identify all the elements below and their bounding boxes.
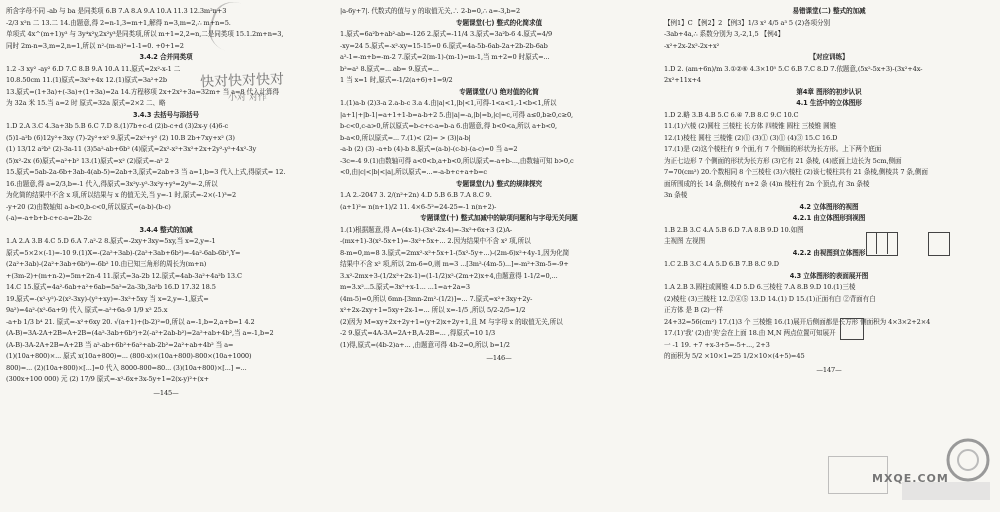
top-view-grid — [840, 318, 864, 340]
col3-line: 4.2.1 由立体图形到视图 — [792, 214, 866, 222]
left-view-figure — [928, 232, 950, 256]
front-view-figure-inner — [876, 232, 888, 254]
col2-line: (4m-5)=0,所以 6mn-[3mn-2m²-(1/2)]=... 7.原式=x²+3xy+2y- — [340, 294, 533, 303]
col3-line: 1.D 2.略 3.B 4.B 5.C 6.④ 7.B 8.C 9.C 10.C — [664, 110, 799, 119]
col2-line: 3.x²-2mx+3-(1/2x²+2x-1)=(1-1/2)x²-(2m+2)x+4,由题意得 1-1/2=0,... — [340, 271, 558, 280]
col2-line: x²+2x-2xy+1=5xy+2x-1=... 所以 x=-1/5 ,所以 5/2-2/5=1/2 — [340, 306, 526, 314]
col1-line: (A-B)=3A-2A+2B=A+2B=(4a²-3ab+6b²)+2(-a²+2ab-b²)=2a²+ab+4b²,当 a=-1,b=2 — [6, 329, 274, 337]
col1-line: —145— — [153, 388, 179, 397]
col2-line: m=3.x²...5.原式=3x²+x-1... ...1=a+2a=3 — [340, 283, 470, 291]
col2-line: <0,由|c|<|b|<|a|,所以原式=...=-a-b+c+a+b=c — [340, 168, 487, 176]
col2-line: |a-6y+7|. 代数式的值与 y 的取值无关,∴ 2-b=0,∴ a=-3,b=2 — [340, 7, 521, 15]
col3-line: 1.B 2.B 3.C 4.A 5.B 6.D 7.A 8.B 9.D 10.如图 — [664, 225, 804, 234]
col2-line: 1 当 x=1 时,原式=-1/2(a+6)+1=9/2 — [340, 76, 453, 84]
col1-line: 为 32a 米 15.当 a=2 时 原式=32a 原式=2×2 二、略 — [6, 99, 166, 107]
col1-line: 1.A 2.A 3.B 4.C 5.D 6.A 7.a²-2 8.原式=-2xy+3xy=5xy,当 x=2,y=-1 — [6, 237, 216, 245]
col2-line: 1.原式=6a²b+ab²-ab=-126 2.原式=-11/4 3.原式=3a²b-6 4.原式=4/9 — [340, 30, 553, 38]
col2-line: b-a<0,所以原式=... 7.(1)< (2)= > (3)|a-b| — [340, 133, 471, 142]
col1-line: 10.8.50cm 11.(1)原式=3x²+4x 12.(1)原式=3a²+2b — [6, 76, 167, 84]
col3-line: 3n 条棱 — [664, 191, 688, 199]
col2-line: -(mx+1)-3(x²-5x+1)=-3x²+5x+... 2.因为结果中不含 x² 项,所以 — [340, 237, 531, 245]
col3-line: -x²+2x-2x²-2x+x² — [664, 41, 720, 50]
col1-line: 13.原式=(1+3a)+(-3a)+(1+3a)=2a 14.方程移项 2x+2x²+3a=32m+ 当 a=8 代入计算得 — [6, 87, 279, 96]
col1-line: 原式=5×2×(-1)=-10 9.(1)X=-(2a²+3ab)-(2a²+3ab+6b²)=-4a²-6ab-6b²,Y= — [6, 248, 241, 257]
col3-line: 4.2 立体图形的视图 — [799, 202, 859, 211]
col1-line: -a+b 1/3 b⁴ 21. 原式=-x²+6xy 20. √(a+1)+(b-2)²=0,所以 a=-1,b=2,a+b=1 4.2 — [6, 317, 255, 326]
col3-line: 正方体 是 B (2)一样 — [664, 306, 723, 314]
col2-line: 专题课堂(八) 绝对值的化简 — [459, 87, 539, 96]
col2-line: 专题课堂(七) 整式的化简求值 — [456, 18, 542, 27]
col1-line: 3.4.2 合并同类项 — [139, 53, 193, 61]
col1-line: 3.4.3 去括号与添括号 — [133, 110, 199, 119]
col3-line: 4.2.2 由视图到立体图形 — [792, 248, 866, 257]
col3-line: 7=70(cm²) 20.个数相同 8 个三棱柱 (3)六棱柱 (2)该七棱柱共有 21 条棱,侧棱共 7 条,侧面 — [664, 168, 928, 176]
col2-line: 8-m=0,m=8 3.原式=2mx²-x²+5x+1-(5x²-5y+...)-(2m-6)x²+4y-1,因为化简 — [340, 248, 570, 257]
col3-line: 1.A 2.B 3.圆柱或圆锥 4.D 5.D 6.三棱柱 7.A 8.B 9.D 10.(1)三棱 — [664, 283, 856, 291]
col3-line: 1.C 2.B 3.C 4.A 5.D 6.B 7.B 8.C 9.D — [664, 260, 779, 268]
col1-line: (5)1-a²b (6)12y²+3xy (7)-2y²+x² 9.原式=2x²+y² (2) 10.B 2b+7xy+x² (3) — [6, 133, 235, 142]
col3-line: 1.D 2. (am+6n)/m 3.①②⑥ 4.3×10⁵ 5.C 6.B 7.C 8.D 7.依题意,(5x²-5x+3)-(3x²+4x- — [664, 64, 923, 73]
col2-line: (a+1)²= n(n+1)/2 11. 4×6-5²=24-25=-1 n(n+2)- — [340, 202, 497, 211]
col1-line: 15.原式=5ab-2a-6b+3ab-4(ab-5)=2ab+3,原式=2ab+3 当 a=1,b=3 代入上式,得原式= 12. — [6, 168, 286, 176]
col2-line: a²-1=-m+b=-m-2 7.原式=2(m-1)-(m-1)=m-1,当 m+2=0 时原式=... — [340, 53, 550, 61]
col3-line: 第4章 图形的初步认识 — [796, 87, 862, 96]
col3-line: 【例1】C 【例2】2 【例3】1/3 x² 4/5 a³ 5 (2)各项分别 — [664, 18, 831, 27]
col2-line: -xy=24 5.原式=-x²-xy=15-15=0 6.原式=4a-5b-6ab-2a+2b-2b-6ab — [340, 41, 548, 50]
col1-line: (300x+100 000) 元 (2) 17/9 原式=-x²-6x+3x-5y+1=2(x-y)²+(x+ — [6, 375, 209, 383]
col1-line: 16.由题意,得 a=2/3,b=-1 代入,得原式=3x²y-y²-3x²y+y³=2y³=-2,所以 — [6, 179, 218, 188]
col1-line: 为化简的结果中不含 x 项,所以结果与 x 的值无关,当 y=-1 时,原式=-2×(-1)³=2 — [6, 191, 237, 199]
column-page-146 — [340, 6, 658, 365]
watermark-logo-icon — [898, 432, 994, 504]
col1-line: 800)=... (2)(10a+800)×[...]=0 代入 8000-800=80... (3)(10a+800)×[...] =... — [6, 363, 247, 372]
col1-line: (5)x²-2x (6)原式=a²+b² 13.(1)原式=x² (2)原式=-a² 2 — [6, 156, 169, 165]
col1-line: +(3m-2)+(m+n-2)=5m+2n-4 11.原式=3a-2b 12.原式=4ab-3a²+4a²b 13.C — [6, 271, 242, 280]
watermark-secondary: 小对 对作 — [228, 93, 267, 103]
col3-line: 的面积为 5/2 ×10×1=25 1/2×10×(4+5)=45 — [664, 352, 805, 360]
col3-line: 易错课堂(二) 整式的加减 — [792, 7, 866, 15]
watermark-logo-text: MXQE.COM — [872, 472, 949, 485]
col2-line: —146— — [486, 354, 512, 362]
col1-line: (1)(10a+800)×... 原式 x(10a+800)=... (800-x)×(10a+800)-800×(10a+1000) — [6, 352, 252, 360]
col3-line: 【对应训练】 — [809, 53, 849, 61]
col3-line: 11.(1)六棱 (2)圆柱 三棱柱 长方体 四棱锥 圆柱 三棱锥 圆锥 — [664, 122, 837, 130]
col1-line: 3.4.4 整式的加减 — [139, 225, 193, 234]
col3-line: -3ab+4a,∴ 系数分别为 3,-2,1,5 【例4】 — [664, 30, 785, 38]
col1-line: (2a²+3ab)-(2a²+3ab+6b²)=-6b² 10.由已知三角形的周长为(m+n) — [6, 260, 207, 268]
col3-line: 12.(1)棱柱 圆柱 三棱锥 (2)① (3)① (3)① (4)③ 15.C 16.D — [664, 133, 838, 142]
col2-line: -3c=-4 9.(1)由数轴可得 a<0<b,a+b<0,所以原式=-a+b-...,由数轴可知 b>0,c — [340, 156, 574, 165]
col3-line: 17.(1)是 (2)这个棱柱有 9 个面,有 7 个侧面的形状为长方形。上下两个底面 — [664, 145, 882, 153]
col1-line: 单项式 4x^(m+1)y³ 与 3y⁴x²y,2x²y³是同类项,所以 m+1=2,2=n,二是同类项 15.1.2m+n=3, — [6, 30, 284, 38]
col2-line: 1.(1)根据题意,得 A=(4x-1)-(3x²-2x-4)=-3x²+6x+3 (2)A- — [340, 225, 513, 234]
col3-line: 面所围成的长 14 条,侧棱有 n+2 条 (4)n 棱柱有 2n 个顶点,有 3n 条棱 — [664, 179, 870, 188]
col3-line: 一 -1 19. +7 +x-3+5=-5+..., 2+3 — [664, 340, 770, 349]
col3-line: 17.(1)'我' (2)由'美'会在上面 18.由 M,N 两点位置可知展开 — [664, 329, 836, 337]
col2-line: (1)得,原式=(4b-2)a+... ,由题意可得 4b-2=0,所以 b=1/2 — [340, 340, 510, 349]
col1-line: 14.C 15.原式=4a²-6ab+a²+6ab=5a²=2a-3b,3a²b 16.D 17.32 18.5 — [6, 283, 216, 291]
col3-line: 为正七边形 7 个侧面的形状为长方形 (3)它有 21 条棱, (4)底面上边长为 5cm,侧面 — [664, 156, 902, 165]
col2-line: 结果中不含 x² 项,所以 2m-6=0,则 m=3 ...[3m²-(4m-5)...]=-m²+3m-5=-9+ — [340, 260, 569, 268]
col3-line: (2)棱柱 (3)三棱柱 12.②④⑤ 13.D 14.(1) D 15.(1)正面有白 ②背面有白 — [664, 294, 876, 303]
col3-line: —147— — [816, 365, 842, 374]
col1-line: 9a²)=4a²-(x²-6a+9) 代入 原式=-a²+6a-9 1/9 x² 25.x — [6, 306, 168, 314]
col3-line: 4.3 立体图形的表面展开图 — [789, 271, 869, 280]
col1-line: -2/3 x²n 二 13.二 14.由题意,得 2=n-1,3=m+1,解得 n=3,m=2,∴ m+n=5. — [6, 18, 231, 27]
col2-line: b-c<0,c-a>0,所以原式=b-c+c-a=b-a 6.由题意,得 b<0<a,所以 a+b<0, — [340, 122, 557, 130]
column-page-145 — [6, 6, 326, 399]
col1-line: -y+20 (2)由数轴知 a-b<0,b-c<0,所以原式=(a-b)-(b-c) — [6, 202, 171, 211]
col2-line: 专题课堂(十) 整式加减中的缺项问题和与字母无关问题 — [420, 214, 578, 222]
col2-line: b²=a² 8.原式=... ab= 9.原式=... — [340, 64, 439, 73]
col1-line: 19.原式=-(x²-y²)-2(x²-3xy)-(y²+xy)=-3x²+5xy 当 x=2,y=-1,原式= — [6, 294, 209, 303]
col1-line: (-a)=-a+b+b-c+c-a=2b-2c — [6, 214, 92, 222]
col1-line: (A-B)-3A-2A+2B=A+2B 当 a²-ab+6b²+6a²+ab-2b²=2a²+ab+4b² 当 a= — [6, 340, 234, 349]
col2-line: |a+1|+|b-1|=a+1+1-b=a-b+2 5.由|a|=-a,|b|=b,|c|=c,可得 a≤0,b≥0,c≥0, — [340, 110, 574, 119]
col1-line: (1) 13/12 a²b² (2)-3a-11 (3)5a²-ab+6b² (4)原式=2x²-x²+3x²+2x+2y²-y²+4x²-3y — [6, 145, 257, 153]
col1-line: 所含字母不同 -ab 与 ba 是同类项 6.B 7.A 8.A 9.A 10.A 11.3 12.3m²n+3 — [6, 7, 227, 15]
col1-line: 1.D 2.A 3.C 4.3a+3b 5.B 6.C 7.D 8.(1)7b+c-d (2)b-c+d (3)2x-y (4)6-c — [6, 122, 229, 130]
col2-line: 1.A 2.-2047 3. 2/(n²+2n) 4.D 5.B 6.B 7.A 8.C 9. — [340, 191, 492, 199]
col2-line: -a-b (2) (3) -a+b (4)-b 8.原式=(a-b)-(c-b)-(a-c)=0 当 a=2 — [340, 145, 518, 153]
col2-line: 1.(1)a-b (2)3-a 2.a-b-c 3.a 4.由|a|<1,|b|<1,可得-1<a<1,-1<b<1,所以 — [340, 99, 557, 107]
col3-line: 主视图 左视图 — [664, 237, 705, 245]
col3-line: 24+32=56(cm²) 17.(1)3 个 三棱锥 16.(1)展开后侧面都是长方形 侧面积为 4×3×2+2×4 — [664, 317, 931, 326]
col3-line: 2x²+11x+4 — [664, 76, 702, 84]
column-page-147 — [664, 6, 994, 376]
col2-line: -2 9.原式=4A-3A=2A+B,A-2B=... ,得原式=10 1/3 — [340, 329, 496, 337]
watermark: 快对快对快对 — [199, 71, 285, 91]
col2-line: 专题课堂(九) 整式的规律探究 — [456, 179, 542, 188]
col1-line: 1.2 -3 xy² -ay² 6.D 7.C 8.B 9.A 10.A 11.原式=2x²-x-1 二 — [6, 64, 181, 73]
col3-line: 4.1 生活中的立体图形 — [796, 99, 862, 107]
col2-line: (2)因为 M=xy+2x+2y+1=(y+2)x+2y+1,且 M 与字母 x 的取值无关,所以 — [340, 317, 563, 326]
col1-line: 同时 2m-n=3,m=2,n=1,所以 n²-(m-n)²=1-1=0. +0+1=2 — [6, 41, 184, 50]
